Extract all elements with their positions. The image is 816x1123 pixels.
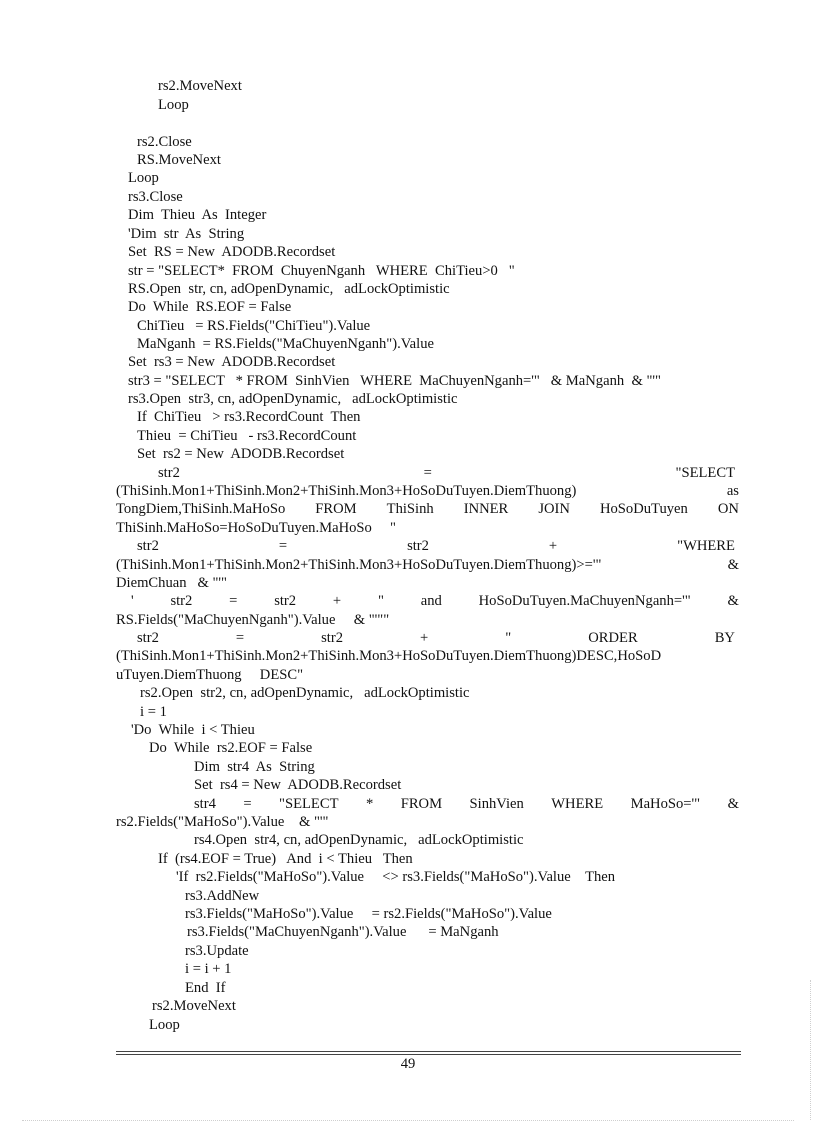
code-token: =	[229, 593, 238, 609]
code-token: "WHERE	[677, 538, 735, 554]
code-token: str2	[274, 593, 297, 609]
code-token: str2	[158, 465, 180, 481]
code-line: rs2.MoveNext	[158, 78, 242, 94]
code-line: Set rs4 = New ADODB.Recordset	[194, 777, 402, 793]
code-line: End If	[185, 980, 226, 996]
code-token: and	[420, 593, 442, 609]
code-line-justified	[194, 795, 739, 813]
code-line: Set rs2 = New ADODB.Recordset	[137, 446, 345, 462]
code-token: str4	[194, 796, 216, 812]
code-token: str2	[137, 538, 159, 554]
code-line: ThiSinh.MaHoSo=HoSoDuTuyen.MaHoSo "	[116, 520, 397, 536]
code-token: FROM	[400, 796, 443, 812]
code-line: 'Dim str As String	[128, 226, 245, 242]
code-line: 'If rs2.Fields("MaHoSo").Value <> rs3.Fields("MaHoSo").Value Then	[176, 869, 616, 885]
code-line: (ThiSinh.Mon1+ThiSinh.Mon2+ThiSinh.Mon3+HoSoDuTuyen.DiemThuong)DESC,HoSoD	[116, 648, 662, 664]
code-line: Loop	[158, 97, 189, 113]
code-line: rs2.Fields("MaHoSo").Value & "'"	[116, 814, 329, 830]
code-token: (ThiSinh.Mon1+ThiSinh.Mon2+ThiSinh.Mon3+HoSoDuTuyen.DiemThuong)>='"	[116, 557, 602, 573]
code-line-justified	[116, 482, 739, 500]
code-line: rs3.Fields("MaHoSo").Value = rs2.Fields("MaHoSo").Value	[185, 906, 552, 922]
code-line: Dim str4 As String	[194, 759, 315, 775]
code-line: rs2.Close	[137, 134, 192, 150]
code-line: rs3.Open str3, cn, adOpenDynamic, adLockOptimistic	[128, 391, 458, 407]
code-token: +	[548, 538, 558, 554]
code-token: =	[235, 630, 245, 646]
code-line: ChiTieu = RS.Fields("ChiTieu").Value	[137, 318, 371, 334]
code-line: Dim Thieu As Integer	[128, 207, 267, 223]
code-token: as	[726, 483, 739, 499]
code-token: '	[131, 593, 134, 609]
code-token: +	[332, 593, 342, 609]
code-line-justified	[158, 464, 735, 482]
code-token: &	[727, 796, 739, 812]
code-token: str2	[137, 630, 159, 646]
code-token: JOIN	[538, 501, 570, 517]
code-line: 'Do While i < Thieu	[131, 722, 255, 738]
code-line: Set rs3 = New ADODB.Recordset	[128, 354, 336, 370]
code-line: Loop	[149, 1017, 180, 1033]
code-line: Thieu = ChiTieu - rs3.RecordCount	[137, 428, 357, 444]
code-line: DiemChuan & "'"	[116, 575, 228, 591]
code-token: =	[278, 538, 288, 554]
code-line-justified	[137, 537, 735, 555]
code-line: rs3.Fields("MaChuyenNganh").Value = MaNganh	[187, 924, 499, 940]
code-token: *	[365, 796, 374, 812]
code-token: ORDER	[588, 630, 638, 646]
code-token: HoSoDuTuyen.MaChuyenNganh='"	[478, 593, 691, 609]
code-token: "SELECT	[279, 796, 339, 812]
code-token: &	[727, 557, 739, 573]
code-token: BY	[714, 630, 735, 646]
code-token: "	[377, 593, 384, 609]
code-token: ThiSinh	[386, 501, 434, 517]
code-token: MaHoSo='"	[630, 796, 701, 812]
code-line-justified	[131, 592, 739, 610]
code-token: ON	[717, 501, 739, 517]
code-line: Loop	[128, 170, 159, 186]
code-line: If (rs4.EOF = True) And i < Thieu Then	[158, 851, 413, 867]
code-token: +	[420, 630, 429, 646]
footer-rule	[116, 1051, 741, 1052]
code-token: HoSoDuTuyen	[599, 501, 688, 517]
code-token: =	[423, 465, 432, 481]
code-token: "SELECT	[675, 465, 735, 481]
code-token: FROM	[315, 501, 357, 517]
code-line-justified	[116, 500, 739, 518]
code-line: Do While RS.EOF = False	[128, 299, 292, 315]
page-edge-dots	[22, 1120, 794, 1121]
code-line: uTuyen.DiemThuong DESC"	[116, 667, 304, 683]
code-token: (ThiSinh.Mon1+ThiSinh.Mon2+ThiSinh.Mon3+HoSoDuTuyen.DiemThuong)	[116, 483, 577, 499]
page-edge-dots	[810, 980, 811, 1120]
code-token: TongDiem,ThiSinh.MaHoSo	[116, 501, 286, 517]
code-line-justified	[116, 556, 739, 574]
code-line: rs3.Update	[185, 943, 249, 959]
code-line: rs4.Open str4, cn, adOpenDynamic, adLockOptimistic	[194, 832, 524, 848]
code-token: str2	[407, 538, 429, 554]
code-token: SinhVien	[469, 796, 524, 812]
code-line: str = "SELECT* FROM ChuyenNganh WHERE ChiTieu>0 "	[128, 263, 515, 279]
code-line: rs2.MoveNext	[152, 998, 236, 1014]
code-line: rs3.Close	[128, 189, 183, 205]
code-token: str2	[170, 593, 193, 609]
code-line: i = 1	[140, 704, 167, 720]
code-line: RS.Open str, cn, adOpenDynamic, adLockOptimistic	[128, 281, 450, 297]
code-token: =	[243, 796, 252, 812]
page-number: 49	[400, 1056, 416, 1072]
code-token: WHERE	[551, 796, 604, 812]
code-line: Do While rs2.EOF = False	[149, 740, 313, 756]
code-token: INNER	[463, 501, 509, 517]
code-line: rs3.AddNew	[185, 888, 260, 904]
code-token: "	[505, 630, 512, 646]
code-line: rs2.Open str2, cn, adOpenDynamic, adLockOptimistic	[140, 685, 470, 701]
code-token: str2	[321, 630, 344, 646]
code-line: RS.Fields("MaChuyenNganh").Value & "'""	[116, 612, 390, 628]
code-line: If ChiTieu > rs3.RecordCount Then	[137, 409, 361, 425]
code-line: Set RS = New ADODB.Recordset	[128, 244, 336, 260]
code-line: MaNganh = RS.Fields("MaChuyenNganh").Value	[137, 336, 434, 352]
code-token: &	[727, 593, 739, 609]
code-line: str3 = "SELECT * FROM SinhVien WHERE MaChuyenNganh='" & MaNganh & "'"	[128, 373, 662, 389]
code-line: RS.MoveNext	[137, 152, 221, 168]
code-line-justified	[137, 629, 735, 647]
code-line: i = i + 1	[185, 961, 232, 977]
